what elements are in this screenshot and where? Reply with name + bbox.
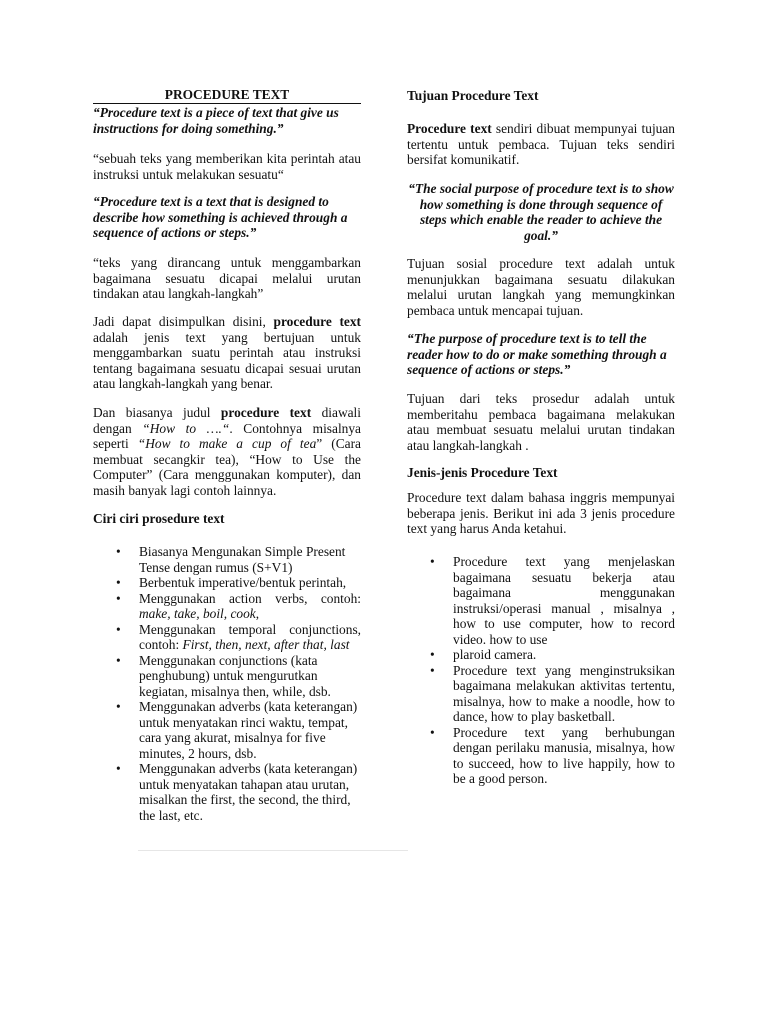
conclusion-text-end: adalah jenis text yang bertujuan untuk menggambarkan suatu perintah atau instruksi tentang bagaimana sesuatu dicapai sesuai urutan atau langkah-langkah yang benar. (93, 329, 361, 391)
social-purpose-quote: “The social purpose of procedure text is to show how something is done through sequence of steps which enable the reader to achieve the goal.” (408, 181, 674, 243)
list-item (453, 554, 675, 647)
list-item (139, 761, 361, 823)
tujuan-heading: Tujuan Procedure Text (407, 88, 539, 103)
page-title: PROCEDURE TEXT (93, 87, 361, 104)
list-item-text: Berbentuk imperative/bentuk perintah, (139, 575, 347, 590)
list-item-text: Menggunakan action verbs, contoh: (139, 590, 361, 606)
definition-2-indonesian: “teks yang dirancang untuk menggambarkan bagaimana sesuatu dicapai melalui urutan tindakan atau langkah-langkah” (93, 255, 361, 301)
definition-2-english: “Procedure text is a text that is designed to describe how something is achieved through a sequence of actions or steps.” (93, 194, 348, 240)
jenis-paragraph: Procedure text dalam bahasa inggris mempunyai beberapa jenis. Berikut ini ada 3 jenis procedure text yang harus Anda ketahui. (407, 490, 675, 536)
list-item (453, 725, 675, 787)
conclusion-term: procedure text (273, 314, 361, 329)
list-item-text: Menggunakan adverbs (kata keterangan) untuk menyatakan tahapan atau urutan, misalkan the first, the second, the third, the last, etc. (139, 761, 358, 823)
titles-text-2: diawali dengan (93, 405, 361, 436)
tujuan-text: sendiri dibuat mempunyai tujuan tertentu untuk pembaca. Tujuan teks sendiri bersifat komunikatif. (407, 121, 675, 167)
list-item (139, 653, 361, 700)
list-item-text: Menggunakan adverbs (kata keterangan) untuk menyatakan rinci waktu, tempat, cara yang akurat, misalnya for five minutes, 2 hours, dsb. (139, 699, 358, 761)
list-item (453, 663, 675, 725)
list-item-text: Menggunakan temporal conjunctions, contoh: (139, 621, 361, 652)
titles-text-1: Dan biasanya judul (93, 405, 221, 420)
titles-text-3: . Contohnya misalnya seperti (93, 420, 361, 451)
ciri-heading: Ciri ciri prosedure text (93, 511, 225, 526)
titles-term: procedure text (220, 405, 312, 420)
social-purpose-indonesian: Tujuan sosial procedure text adalah untuk menunjukkan bagaimana sesuatu dilakukan melalui urutan langkah yang memungkinkan pembaca untuk mencapai tujuan. (407, 256, 675, 318)
conclusion-paragraph (93, 314, 361, 392)
divider (138, 850, 408, 851)
purpose-quote: “The purpose of procedure text is to tell the reader how to do or make something through a sequence of actions or steps.” (407, 331, 667, 377)
list-item-examples: make, take, boil, cook (139, 606, 256, 621)
tujuan-term: Procedure text (407, 121, 492, 136)
purpose-indonesian: Tujuan dari teks prosedur adalah untuk memberitahu pembaca bagaimana melakukan atau membuat sesuatu melalui urutan tindakan atau langkah-langkah . (407, 391, 675, 453)
titles-example-tea: “How to make a cup of tea (137, 436, 317, 451)
titles-example-howto: “How to ….“ (142, 420, 230, 436)
list-item (139, 699, 361, 761)
list-item (139, 622, 361, 653)
ciri-list (93, 544, 361, 823)
list-item-text: Menggunakan conjunctions (kata penghubung) untuk mengurutkan kegiatan, misalnya then, while, dsb. (139, 652, 331, 699)
titles-text-4: ” (Cara membuat secangkir tea), “How to Use the Computer” (Cara menggunakan komputer), dan masih banyak lagi contoh lainnya. (93, 436, 361, 498)
list-item (139, 544, 361, 575)
list-item-examples: First, then, next, after that, last (182, 637, 350, 652)
titles-paragraph (93, 405, 361, 498)
list-item (139, 575, 361, 591)
definition-1-english: “Procedure text is a piece of text that give us instructions for doing something.” (93, 105, 339, 136)
list-item-text: plaroid camera. (453, 647, 537, 662)
jenis-list (407, 554, 675, 787)
list-item-text: , (255, 606, 260, 621)
list-item-text: Procedure text yang berhubungan dengan perilaku manusia, misalnya, how to succeed, how to live happily, how to be a good person. (453, 724, 675, 786)
list-item-text: Procedure text yang menginstruksikan bagaimana melakukan aktivitas tertentu, misalnya, how to make a noodle, how to dance, how to play basketball. (453, 662, 675, 724)
list-item (453, 647, 675, 663)
list-item-text: Biasanya Mengunakan Simple Present Tense dengan rumus (S+V1) (139, 544, 346, 575)
definition-1-indonesian: “sebuah teks yang memberikan kita perintah atau instruksi untuk melakukan sesuatu“ (93, 151, 361, 182)
jenis-heading: Jenis-jenis Procedure Text (407, 465, 558, 480)
list-item (139, 591, 361, 622)
list-item-text: Procedure text yang menjelaskan bagaimana sesuatu bekerja atau bagaimana menggunakan instruksi/operasi manual , misalnya , how to use computer, how to record video. how to use (453, 554, 675, 647)
conclusion-text-start: Jadi dapat disimpulkan disini, (93, 314, 274, 329)
tujuan-paragraph (407, 121, 675, 168)
